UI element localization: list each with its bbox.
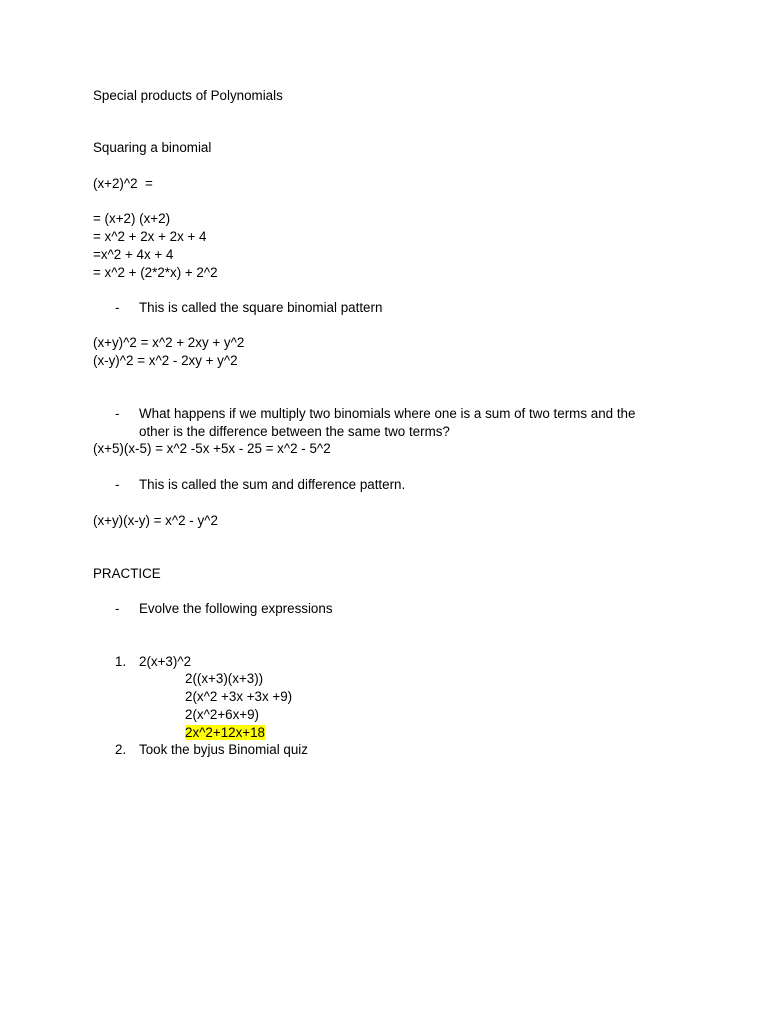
- bullet-dash: -: [115, 300, 120, 315]
- step-line-2: = x^2 + 2x + 2x + 4: [93, 229, 207, 244]
- section-heading-squaring: Squaring a binomial: [93, 140, 212, 155]
- list-item-number: 1.: [115, 654, 127, 669]
- list-item-text: 2(x+3)^2: [139, 654, 192, 669]
- bullet-dash: -: [115, 601, 120, 616]
- section-heading-practice: PRACTICE: [93, 566, 161, 581]
- step-line-4: = x^2 + (2*2*x) + 2^2: [93, 265, 218, 280]
- document-title: Special products of Polynomials: [93, 88, 283, 103]
- work-step-3: 2(x^2+6x+9): [185, 707, 260, 722]
- step-line-3: =x^2 + 4x + 4: [93, 247, 174, 262]
- bullet-question-line-1: What happens if we multiply two binomials where one is a sum of two terms and the: [139, 406, 636, 421]
- work-step-1: 2((x+3)(x+3)): [185, 671, 264, 686]
- list-item-text: Took the byjus Binomial quiz: [139, 742, 308, 757]
- bullet-dash: -: [115, 406, 120, 421]
- answer-line: [185, 724, 265, 741]
- pattern-line-1: (x+y)^2 = x^2 + 2xy + y^2: [93, 335, 245, 350]
- pattern-line-3: (x+y)(x-y) = x^2 - y^2: [93, 513, 218, 528]
- bullet-sum-difference: This is called the sum and difference pattern.: [139, 477, 406, 492]
- step-line-1: = (x+2) (x+2): [93, 211, 171, 226]
- bullet-dash: -: [115, 477, 120, 492]
- expression-line: (x+2)^2 =: [93, 176, 153, 191]
- pattern-line-2: (x-y)^2 = x^2 - 2xy + y^2: [93, 353, 238, 368]
- bullet-evolve: Evolve the following expressions: [139, 601, 333, 616]
- bullet-question-line-2: other is the difference between the same two terms?: [139, 424, 450, 439]
- example-line: (x+5)(x-5) = x^2 -5x +5x - 25 = x^2 - 5^2: [93, 441, 331, 456]
- work-step-2: 2(x^2 +3x +3x +9): [185, 689, 293, 704]
- bullet-square-pattern: This is called the square binomial pattern: [139, 300, 383, 315]
- highlighted-answer: 2x^2+12x+18: [185, 725, 265, 740]
- list-item-number: 2.: [115, 742, 127, 757]
